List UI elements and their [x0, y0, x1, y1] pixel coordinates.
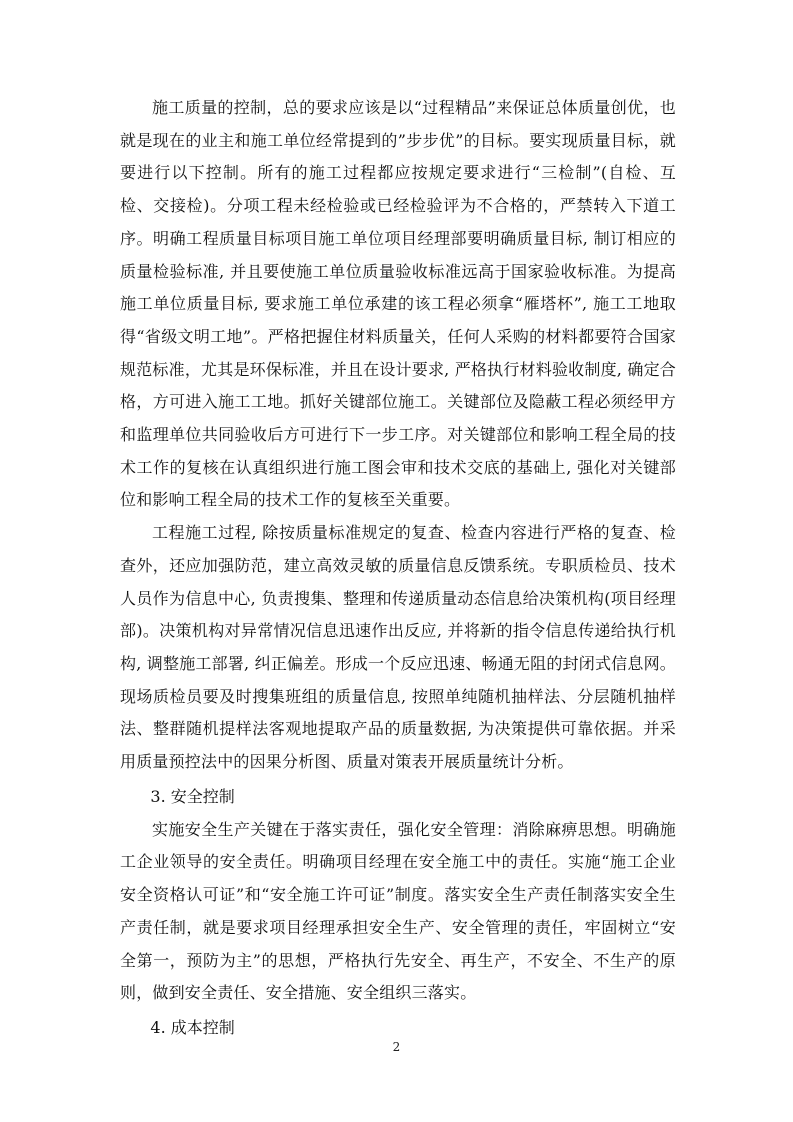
section-heading-safety: 3. 安全控制 [150, 786, 235, 806]
body-text [120, 92, 676, 1045]
section-heading-cost: 4. 成本控制 [150, 1017, 235, 1037]
page-number: 2 [392, 1040, 401, 1054]
paragraph-quality-control: 施工质量的控制，总的要求应该是以“过程精品”来保证总体质量创优，也就是现在的业主和施工单位经常提到的”步步优”的目标。要实现质量目标，就要进行以下控制。所有的施工过程都应按规定要求进行“三检制”(自检、互检、交接检)。分项工程未经检验或已经检验评为不合格的，严禁转入下道工序。明确工程质量目标项目施工单位项目经理部要明确质量目标, 制订相应的质量检验标准, 并且要使施工单位质量验收标准远高于国家验收标准。为提高施工单位质量目标, 要求施工单位承建的该工程必须拿“雁塔杯”, 施工工地取得“省级文明工地”。严格把握住材料质量关，任何人采购的材料都要符合国家规范标准，尤其是环保标准，并且在设计要求, 严格执行材料验收制度, 确定合格，方可进入施工工地。抓好关键部位施工。关键部位及隐蔽工程必须经甲方和监理单位共同验收后方可进行下一步工序。对关键部位和影响工程全局的技术工作的复核在认真组织进行施工图会审和技术交底的基础上, 强化对关键部位和影响工程全局的技术工作的复核至关重要。 [120, 98, 676, 510]
paragraph-safety-control: 实施安全生产关键在于落实责任，强化安全管理：消除麻痹思想。明确施工企业领导的安全责任。明确项目经理在安全施工中的责任。实施“施工企业安全资格认可证”和“安全施工许可证”制度。落实安全生产责任制落实安全生产责任制，就是要求项目经理承担安全生产、安全管理的责任，牢固树立“安全第一，预防为主”的思想，严格执行先安全、再生产，不安全、不生产的原则，做到安全责任、安全措施、安全组织三落实。 [120, 819, 676, 1003]
paragraph-quality-feedback: 工程施工过程, 除按质量标准规定的复查、检查内容进行严格的复查、检查外，还应加强防范，建立高效灵敏的质量信息反馈系统。专职质检员、技术人员作为信息中心, 负责搜集、整理和传递质量动态信息给决策机构(项目经理部)。决策机构对异常情况信息迅速作出反应, 并将新的指令信息传递给执行机构, 调整施工部署, 纠正偏差。形成一个反应迅速、畅通无阻的封闭式信息网。现场质检员要及时搜集班组的质量信息, 按照单纯随机抽样法、分层随机抽样法、整群随机提样法客观地提取产品的质量数据, 为决策提供可靠依据。并采用质量预控法中的因果分析图、质量对策表开展质量统计分析。 [120, 523, 676, 772]
